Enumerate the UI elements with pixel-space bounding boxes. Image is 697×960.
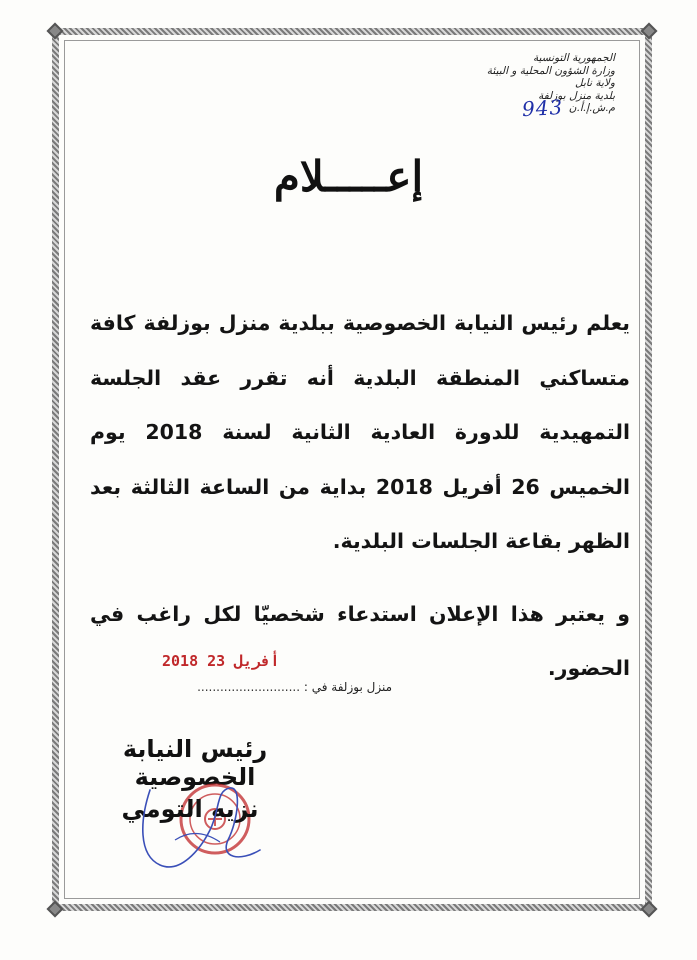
place-dots: ........................... bbox=[197, 680, 301, 694]
signatory-name: نزيه التومي bbox=[121, 795, 259, 823]
handwritten-signature-icon bbox=[120, 770, 280, 880]
reference-prefix: م.ش.إ.أ.ن bbox=[568, 102, 615, 114]
reference-number: 943 bbox=[520, 94, 564, 122]
signatory-title: رئيس النيابة الخصوصية bbox=[122, 735, 268, 791]
announcement-paragraph-2: و يعتبر هذا الإعلان استدعاء شخصيّا لكل راغب في الحضور. bbox=[90, 601, 630, 680]
announcement-body bbox=[90, 296, 630, 696]
letterhead-governorate: ولاية نابل bbox=[575, 77, 615, 89]
letterhead-municipality: بلدية منزل بوزلفة bbox=[538, 89, 615, 102]
letterhead-ministry: وزارة الشؤون المحلية و البيئة bbox=[486, 64, 615, 77]
page-title: إعـــــلام bbox=[273, 152, 424, 201]
date-stamp: 2018 أفريل 23 bbox=[162, 652, 280, 670]
letterhead bbox=[415, 52, 615, 122]
place-label: منزل بوزلفة في : bbox=[303, 680, 392, 694]
announcement-paragraph-1: يعلم رئيس النيابة الخصوصية ببلدية منزل بوزلفة كافة متساكني المنطقة البلدية أنه تقرر عقد الجلسة التمهيدية للدورة العادية الثانية لسنة 2018 يوم الخميس 26 أفريل 2018 بداية من الساعة الثالثة بعد الظهر بقاعة الجلسات البلدية. bbox=[90, 311, 630, 553]
place-date-line bbox=[142, 680, 392, 694]
letterhead-country: الجمهورية التونسية bbox=[533, 52, 615, 64]
